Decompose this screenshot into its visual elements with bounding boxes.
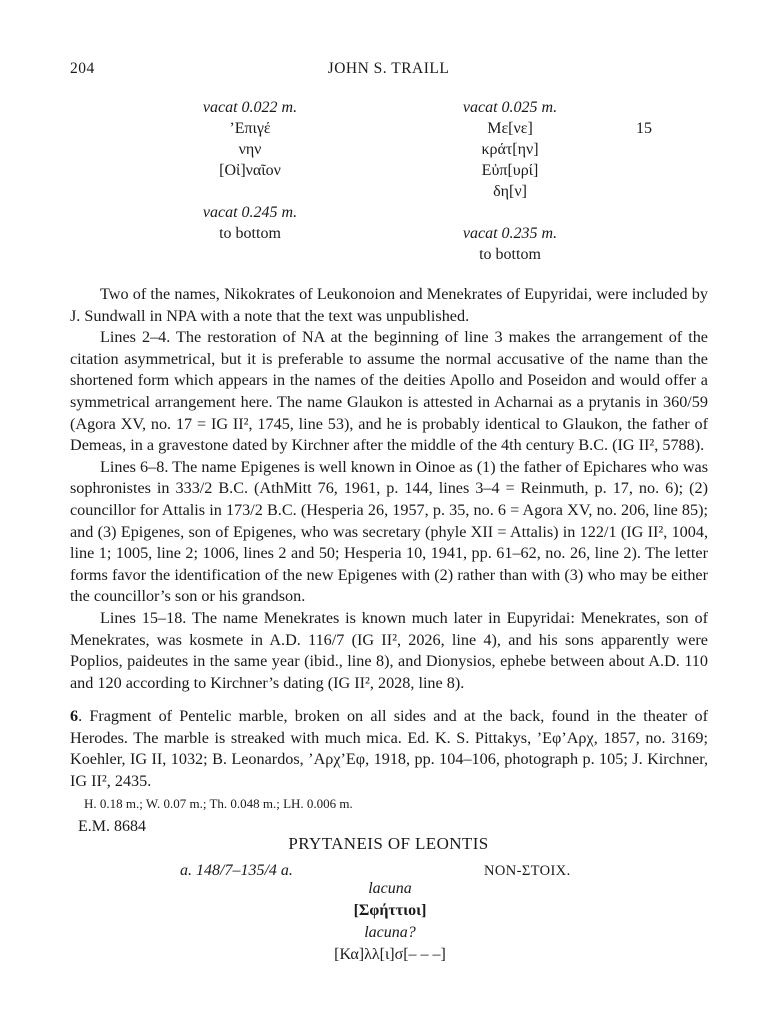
inscription-line: Με[νε] [487,120,533,137]
entry-number: 6 [70,707,79,725]
commentary [70,284,708,694]
inscription-left-column [180,97,320,244]
inscription-line: Εὐπ[υρί] [481,162,539,179]
inscription-line: vacat 0.025 m. [462,99,558,116]
dimensions: H. 0.18 m.; W. 0.07 m.; Th. 0.048 m.; LH. 0.006 m. [84,796,353,811]
inscription-line: κράτ[ην] [481,141,539,158]
commentary-paragraph: Lines 2–4. The restoration of NA at the beginning of line 3 makes the arrangement of the citation asymmetrical, but it is preferable to assume the normal accusative of the name than the shortened form which appears in the names of the deities Apollo and Poseidon and would offer a symmetrical arrangement here. The name Glaukon is attested in Acharnai as a prytanis in 360/59 (Agora XV, no. 17 = IG II², 1745, line 53), and he is probably identical to Glaukon, the father of Demeas, in a gravestone dated by Kirchner after the middle of the 4th century B.C. (IG II², 5788). [70,328,708,455]
inscription-line: to bottom [479,246,541,263]
inscription-line: vacat 0.022 m. [202,99,298,116]
museum-number: E.M. 8684 [78,818,146,835]
date-line: a. 148/7–135/4 a. [180,862,293,879]
section-title: PRYTANEIS OF LEONTIS [288,834,489,853]
inscription-line: lacuna [368,880,412,897]
commentary-paragraph: Two of the names, Nikokrates of Leukonoion and Menekrates of Eupyridai, were included by J. Sundwall in NPA with a note that the text was unpublished. [70,285,708,325]
page-number: 204 [70,60,95,77]
inscription-line: vacat 0.245 m. [202,204,298,221]
inscription-right-column [440,97,580,265]
stoichedon-note: NON-ΣΤΟΙΧ. [484,863,571,879]
entry-text: . Fragment of Pentelic marble, broken on all sides and at the back, found in the theater of Herodes. The marble is streaked with much mica. Ed. K. S. Pittakys, ’Εφ’Αρχ, 1857, no. 3169; Koehler, IG II, 1032; B. Leonardos, ’Αρχ’Εφ, 1918, pp. 104–106, photograph p. 105; J. Kirchner, IG II², 2435. [70,707,708,790]
inscription-line: lacuna? [364,924,416,941]
running-title: JOHN S. TRAILL [327,60,450,77]
inscription-fragment [280,878,500,966]
inscription-line: [Σφήττιοι] [353,902,427,919]
commentary-paragraph: Lines 6–8. The name Epigenes is well known in Oinoe as (1) the father of Epichares who was sophronistes in 333/2 B.C. (AthMitt 76, 1961, p. 144, lines 3–4 = Reinmuth, p. 17, no. 6); (2) councillor for Attalis in 173/2 B.C. (Hesperia 26, 1957, p. 35, no. 6 = Agora XV, no. 206, line 85); and (3) Epigenes, son of Epigenes, who was secretary (phyle XII = Attalis) in 122/1 (IG II², 1004, line 1; 1005, line 2; 1006, lines 2 and 50; Hesperia 10, 1941, pp. 61–62, no. 26, line 2). The letter forms favor the identification of the new Epigenes with (2) rather than with (3) who may be either the councillor’s son or his grandson. [70,457,708,606]
inscription-line: δη[ν] [493,183,527,200]
line-number: 15 [636,120,652,137]
commentary-paragraph: Lines 15–18. The name Menekrates is known much later in Eupyridai: Menekrates, son of Menekrates, was kosmete in A.D. 116/7 (IG II², 2026, line 4), and his sons apparently were Poplios, paideutes in the same year (ibid., line 8), and Dionysios, ephebe between about A.D. 110 and 120 according to Kirchner’s dating (IG II², 2028, line 8). [70,608,708,692]
inscription-line: ’Επιγέ [229,120,271,137]
inscription-line: vacat 0.235 m. [462,225,558,242]
entry-6-description [70,706,708,792]
inscription-line: to bottom [219,225,281,242]
inscription-line: νην [238,141,262,158]
inscription-line [440,202,580,223]
inscription-line: [Κα]λλ[ι]σ[– – –] [334,946,446,963]
inscription-line: [Οἰ]ναῖον [219,162,281,179]
inscription-line [180,181,320,202]
